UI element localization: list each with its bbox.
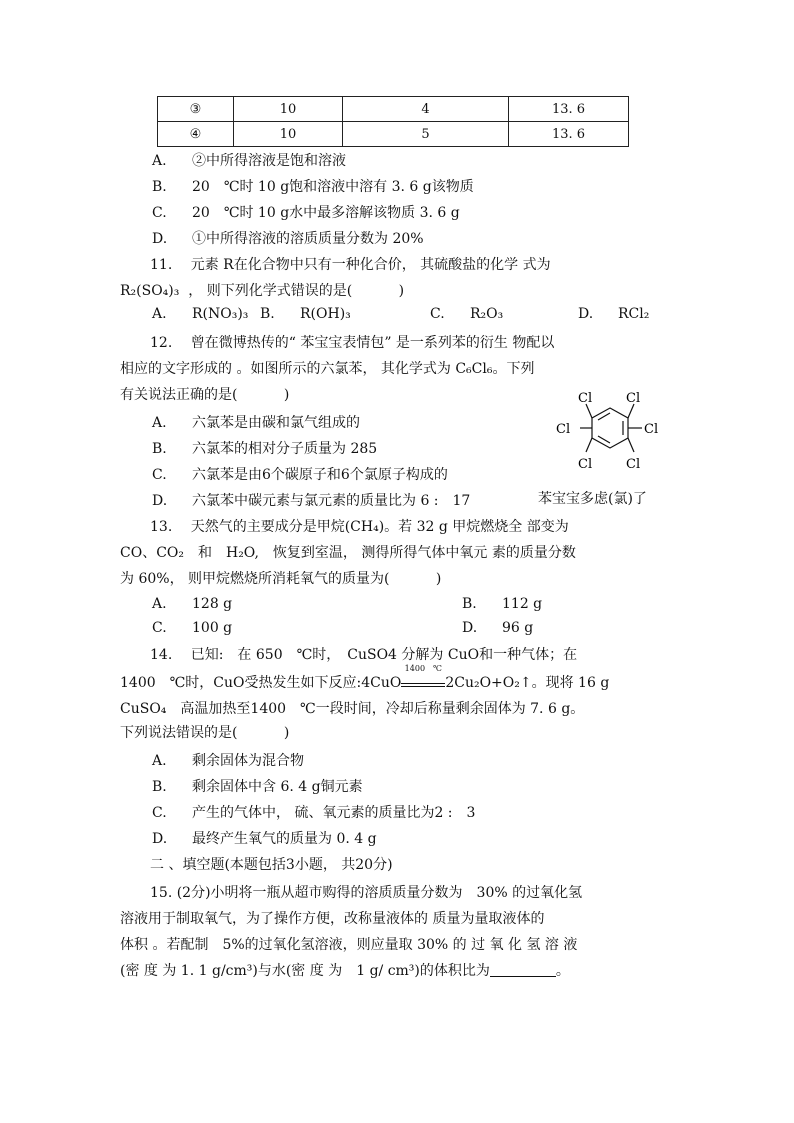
q13-option-c <box>152 620 232 636</box>
q13-stem-line2: CO、CO₂ 和 H₂O, 恢复到室温， 测得所得气体中氧元 素的质量分数 <box>120 545 576 561</box>
option-key: A. <box>152 153 167 169</box>
option-key: C. <box>152 805 167 821</box>
option-text: 20 ℃时 10 g饱和溶液中溶有 3. 6 g该物质 <box>192 179 474 195</box>
table-cell: 10 <box>234 97 343 122</box>
option-key: A. <box>152 596 167 612</box>
option-text: 96 g <box>502 620 534 636</box>
option-text: 128 g <box>192 596 233 612</box>
option-key: C. <box>430 306 445 322</box>
q14-equation-product: 2Cu₂O+O₂↑。现将 16 g <box>445 675 610 691</box>
q11-option-a <box>152 306 248 322</box>
option-key: B. <box>152 441 167 457</box>
q11-stem-text: ， 则下列化学式错误的是( ) <box>188 283 405 299</box>
cl-atom-label: Cl <box>626 457 641 472</box>
q13-stem-line1: 13. 天然气的主要成分是甲烷(CH₄)。若 32 g 甲烷燃烧全 部变为 <box>150 519 569 535</box>
q10-option-d <box>152 228 424 248</box>
q14-option-c <box>152 802 475 822</box>
option-text: R(NO₃)₃ <box>192 306 249 322</box>
table-cell: 10 <box>234 122 343 147</box>
reaction-condition-arrow <box>401 664 445 687</box>
hexachlorobenzene-structure <box>550 386 670 478</box>
option-key: D. <box>462 620 478 636</box>
q12-option-c <box>152 464 448 484</box>
solubility-data-table <box>157 96 629 147</box>
q15-stem-line3: 体积 。若配制 5%的过氧化氢溶液，则应量取 30% 的 过 氧 化 氢 溶 液 <box>120 937 578 953</box>
option-key: C. <box>152 205 167 221</box>
q12-stem-line1: 12. 曾在微博热传的“ 苯宝宝表情包” 是一系列苯的衍生 物配以 <box>150 335 555 351</box>
option-key: B. <box>152 179 167 195</box>
cl-atom-label: Cl <box>644 422 659 437</box>
cl-atom-label: Cl <box>578 391 593 406</box>
option-key: D. <box>152 493 168 509</box>
table-cell: 4 <box>343 97 509 122</box>
q13-option-a <box>152 596 232 612</box>
q13-stem-line3: 为 60%， 则甲烷燃烧所消耗氧气的质量为( ) <box>120 571 442 587</box>
q12-option-d <box>152 490 470 510</box>
cl-atom-label: Cl <box>626 391 641 406</box>
option-text: 六氯苯是由6个碳原子和6个氯原子构成的 <box>192 467 448 483</box>
q11-stem-line1: 11. 元素 R在化合物中只有一种化合价， 其硫酸盐的化学 式为 <box>150 257 551 273</box>
q11-formula: R₂(SO₄)₃ <box>120 283 180 299</box>
option-key: C. <box>152 467 167 483</box>
q14-stem-line2 <box>120 664 610 692</box>
q14-option-b <box>152 776 363 796</box>
option-key: A. <box>152 753 167 769</box>
option-text: R₂O₃ <box>470 306 504 322</box>
cl-atom-label: Cl <box>578 457 593 472</box>
table-cell: ③ <box>158 97 234 122</box>
q14-stem-line1: 14. 已知: 在 650 ℃时， CuSO4 分解为 CuO和一种气体；在 <box>150 647 578 663</box>
q13-option-b <box>462 596 542 612</box>
table-cell: 13. 6 <box>509 122 629 147</box>
q14-equation-reactant: 1400 ℃时，CuO受热发生如下反应:4CuO <box>120 675 402 691</box>
q15-stem-line4 <box>120 960 570 980</box>
q15-stem-text: (密 度 为 1. 1 g/cm³)与水(密 度 为 1 g/ cm³)的体积比为 <box>120 963 490 979</box>
option-text: 六氯苯是由碳和氯气组成的 <box>192 415 360 431</box>
option-text: 剩余固体为混合物 <box>192 753 304 769</box>
q14-option-a <box>152 750 304 770</box>
section-heading: 二 、填空题(本题包括3小题， 共20分) <box>150 857 393 873</box>
reaction-condition-label: 1400 ℃ <box>404 664 442 673</box>
option-text: ①中所得溶液的溶质质量分数为 20% <box>192 231 424 247</box>
q10-option-c <box>152 202 460 222</box>
q11-option-c <box>430 306 503 322</box>
q12-option-a <box>152 412 360 432</box>
table-cell: 5 <box>343 122 509 147</box>
q12-option-b <box>152 438 377 458</box>
option-text: 剩余固体中含 6. 4 g铜元素 <box>192 779 363 795</box>
option-key: C. <box>152 620 167 636</box>
option-text: RCl₂ <box>618 306 650 322</box>
option-key: A. <box>152 415 167 431</box>
option-key: D. <box>152 831 168 847</box>
option-key: D. <box>152 231 168 247</box>
q12-stem-line3: 有关说法正确的是( ) <box>120 387 290 403</box>
option-text: 六氯苯的相对分子质量为 285 <box>192 441 378 457</box>
q11-option-d <box>578 306 649 322</box>
cl-atom-label: Cl <box>556 422 571 437</box>
q12-stem-line2: 相应的文字形成的 。如图所示的六氯苯， 其化学式为 C₆Cl₆。下列 <box>120 361 535 377</box>
option-text: 产生的气体中， 硫、氧元素的质量比为2 : 3 <box>192 805 476 821</box>
q15-stem-line1: 15. (2分)小明将一瓶从超市购得的溶质质量分数为 30% 的过氧化氢 <box>150 885 583 901</box>
option-key: B. <box>260 306 275 322</box>
q14-stem-line3: CuSO₄ 高温加热至1400 ℃一段时间，冷却后称量剩余固体为 7. 6 g。 <box>120 701 585 717</box>
table-row <box>158 97 629 122</box>
answer-blank[interactable] <box>490 962 556 977</box>
figure-caption: 苯宝宝多虑(氯)了 <box>538 491 647 507</box>
q10-option-b <box>152 176 474 196</box>
q10-option-a <box>152 150 346 170</box>
table-row <box>158 122 629 147</box>
q14-option-d <box>152 828 377 848</box>
q15-stem-end: 。 <box>555 963 570 979</box>
option-key: A. <box>152 306 167 322</box>
table-cell: ④ <box>158 122 234 147</box>
option-text: 最终产生氧气的质量为 0. 4 g <box>192 831 377 847</box>
option-key: B. <box>462 596 477 612</box>
table-cell: 13. 6 <box>509 97 629 122</box>
q13-option-d <box>462 620 533 636</box>
q11-option-b <box>260 306 351 322</box>
option-text: R(OH)₃ <box>300 306 351 322</box>
q14-stem-line4: 下列说法错误的是( ) <box>120 725 290 741</box>
option-text: 112 g <box>502 596 543 612</box>
option-text: 20 ℃时 10 g水中最多溶解该物质 3. 6 g <box>192 205 460 221</box>
option-text: 100 g <box>192 620 233 636</box>
q15-stem-line2: 溶液用于制取氧气，为了操作方便，改称量液体的 质量为量取液体的 <box>120 911 545 927</box>
q11-stem-line2 <box>120 280 404 300</box>
option-text: ②中所得溶液是饱和溶液 <box>192 153 346 169</box>
option-key: B. <box>152 779 167 795</box>
option-key: D. <box>578 306 594 322</box>
option-text: 六氯苯中碳元素与氯元素的质量比为 6 : 17 <box>192 493 471 509</box>
